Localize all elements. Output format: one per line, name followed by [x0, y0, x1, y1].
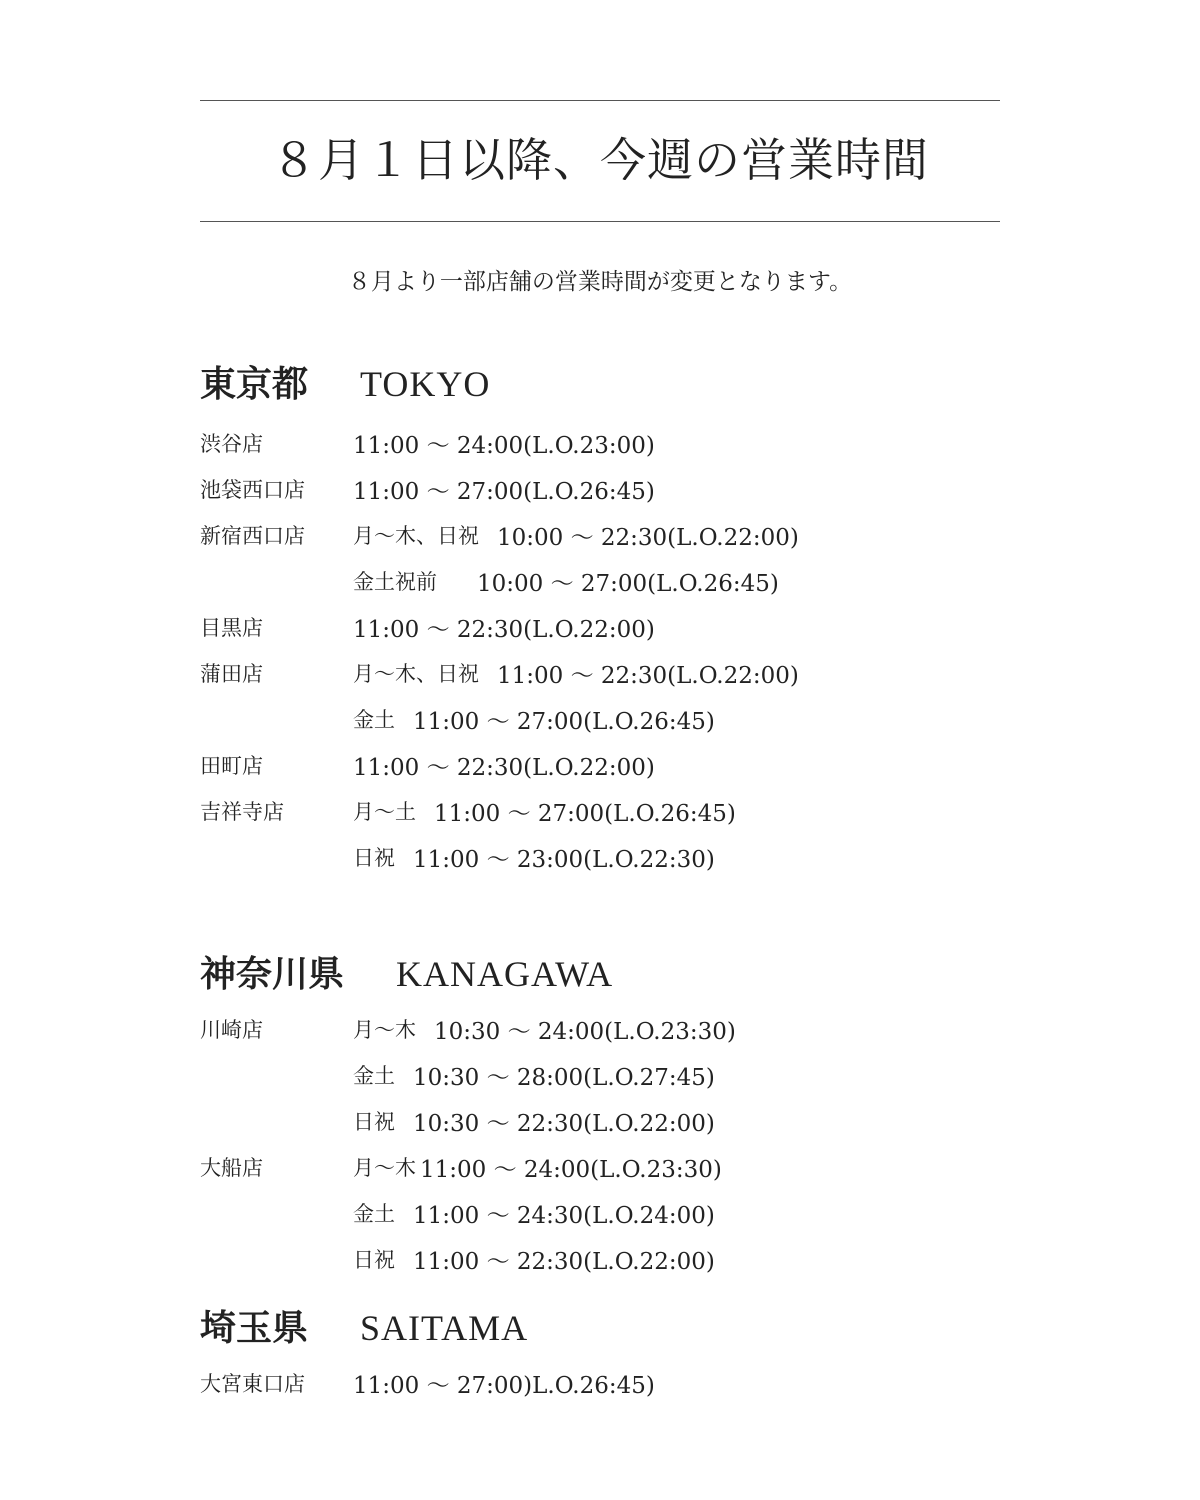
opening-hours: 11:00 ～ 22:30(L.O.22:00)	[353, 754, 655, 781]
opening-hours: 11:00 ～ 27:00(L.O.26:45)	[353, 478, 655, 505]
store-name: 川崎店	[200, 1018, 263, 1042]
store-hours-list	[200, 420, 1000, 880]
day-range: 日祝	[353, 846, 395, 870]
region-heading	[200, 952, 1000, 996]
region-heading	[200, 362, 1000, 406]
region-name-en: KANAGAWA	[396, 954, 614, 994]
store-hours-row	[200, 558, 1000, 604]
store-hours-row	[200, 420, 1000, 466]
store-hours-row	[200, 1052, 1000, 1098]
region-name-en: SAITAMA	[360, 1308, 529, 1348]
region-kanagawa	[200, 952, 1000, 1282]
region-name-jp: 埼玉県	[200, 1307, 309, 1349]
region-name-en: TOKYO	[360, 364, 491, 404]
store-hours-row	[200, 1144, 1000, 1190]
opening-hours: 10:30 ～ 24:00(L.O.23:30)	[434, 1018, 736, 1045]
day-range: 月～木	[353, 1156, 416, 1180]
day-range: 月～木	[353, 1018, 416, 1042]
title-divider	[200, 221, 1000, 222]
store-name: 吉祥寺店	[200, 800, 284, 824]
day-range: 金土	[353, 708, 395, 732]
opening-hours: 11:00 ～ 24:00(L.O.23:00)	[353, 432, 655, 459]
store-hours-row	[200, 1190, 1000, 1236]
store-hours-row	[200, 834, 1000, 880]
day-range: 月～木、日祝	[353, 524, 479, 548]
store-name: 渋谷店	[200, 432, 263, 456]
store-name: 田町店	[200, 754, 263, 778]
day-range: 月～土	[353, 800, 416, 824]
store-hours-list	[200, 1006, 1000, 1282]
opening-hours: 10:30 ～ 28:00(L.O.27:45)	[413, 1064, 715, 1091]
page-title: ８月１日以降、今週の営業時間	[271, 133, 929, 187]
opening-hours: 11:00 ～ 24:30(L.O.24:00)	[413, 1202, 715, 1229]
opening-hours: 11:00 ～ 23:00(L.O.22:30)	[413, 846, 715, 873]
region-saitama	[200, 1306, 1000, 1406]
opening-hours: 10:00 ～ 27:00(L.O.26:45)	[477, 570, 779, 597]
store-name: 大宮東口店	[200, 1372, 305, 1396]
opening-hours: 10:00 ～ 22:30(L.O.22:00)	[497, 524, 799, 551]
opening-hours: 11:00 ～ 22:30(L.O.22:00)	[413, 1248, 715, 1275]
store-name: 池袋西口店	[200, 478, 305, 502]
store-hours-row	[200, 1098, 1000, 1144]
store-name: 新宿西口店	[200, 524, 305, 548]
store-hours-row	[200, 696, 1000, 742]
day-range: 日祝	[353, 1110, 395, 1134]
opening-hours: 11:00 ～ 22:30(L.O.22:00)	[497, 662, 799, 689]
region-tokyo	[200, 362, 1000, 880]
store-hours-row	[200, 466, 1000, 512]
region-name-jp: 東京都	[200, 363, 309, 405]
opening-hours: 11:00 ～ 24:00(L.O.23:30)	[420, 1156, 722, 1183]
store-hours-row	[200, 1236, 1000, 1282]
region-heading	[200, 1306, 1000, 1350]
day-range: 金土	[353, 1064, 395, 1088]
store-name: 大船店	[200, 1156, 263, 1180]
store-hours-row	[200, 742, 1000, 788]
notice-text: ８月より一部店舗の営業時間が変更となります。	[347, 269, 853, 295]
day-range: 日祝	[353, 1248, 395, 1272]
store-hours-row	[200, 1006, 1000, 1052]
opening-hours: 11:00 ～ 22:30(L.O.22:00)	[353, 616, 655, 643]
opening-hours: 10:30 ～ 22:30(L.O.22:00)	[413, 1110, 715, 1137]
top-divider	[200, 100, 1000, 101]
day-range: 月～木、日祝	[353, 662, 479, 686]
region-name-jp: 神奈川県	[200, 953, 345, 995]
store-hours-row	[200, 1360, 1000, 1406]
store-name: 目黒店	[200, 616, 263, 640]
store-name: 蒲田店	[200, 662, 263, 686]
store-hours-row	[200, 788, 1000, 834]
opening-hours: 11:00 ～ 27:00(L.O.26:45)	[413, 708, 715, 735]
opening-hours: 11:00 ～ 27:00(L.O.26:45)	[434, 800, 736, 827]
store-hours-row	[200, 650, 1000, 696]
store-hours-row	[200, 512, 1000, 558]
store-hours-row	[200, 604, 1000, 650]
store-hours-list	[200, 1360, 1000, 1406]
day-range: 金土祝前	[353, 570, 437, 594]
day-range: 金土	[353, 1202, 395, 1226]
opening-hours: 11:00 ～ 27:00)L.O.26:45)	[353, 1372, 655, 1399]
